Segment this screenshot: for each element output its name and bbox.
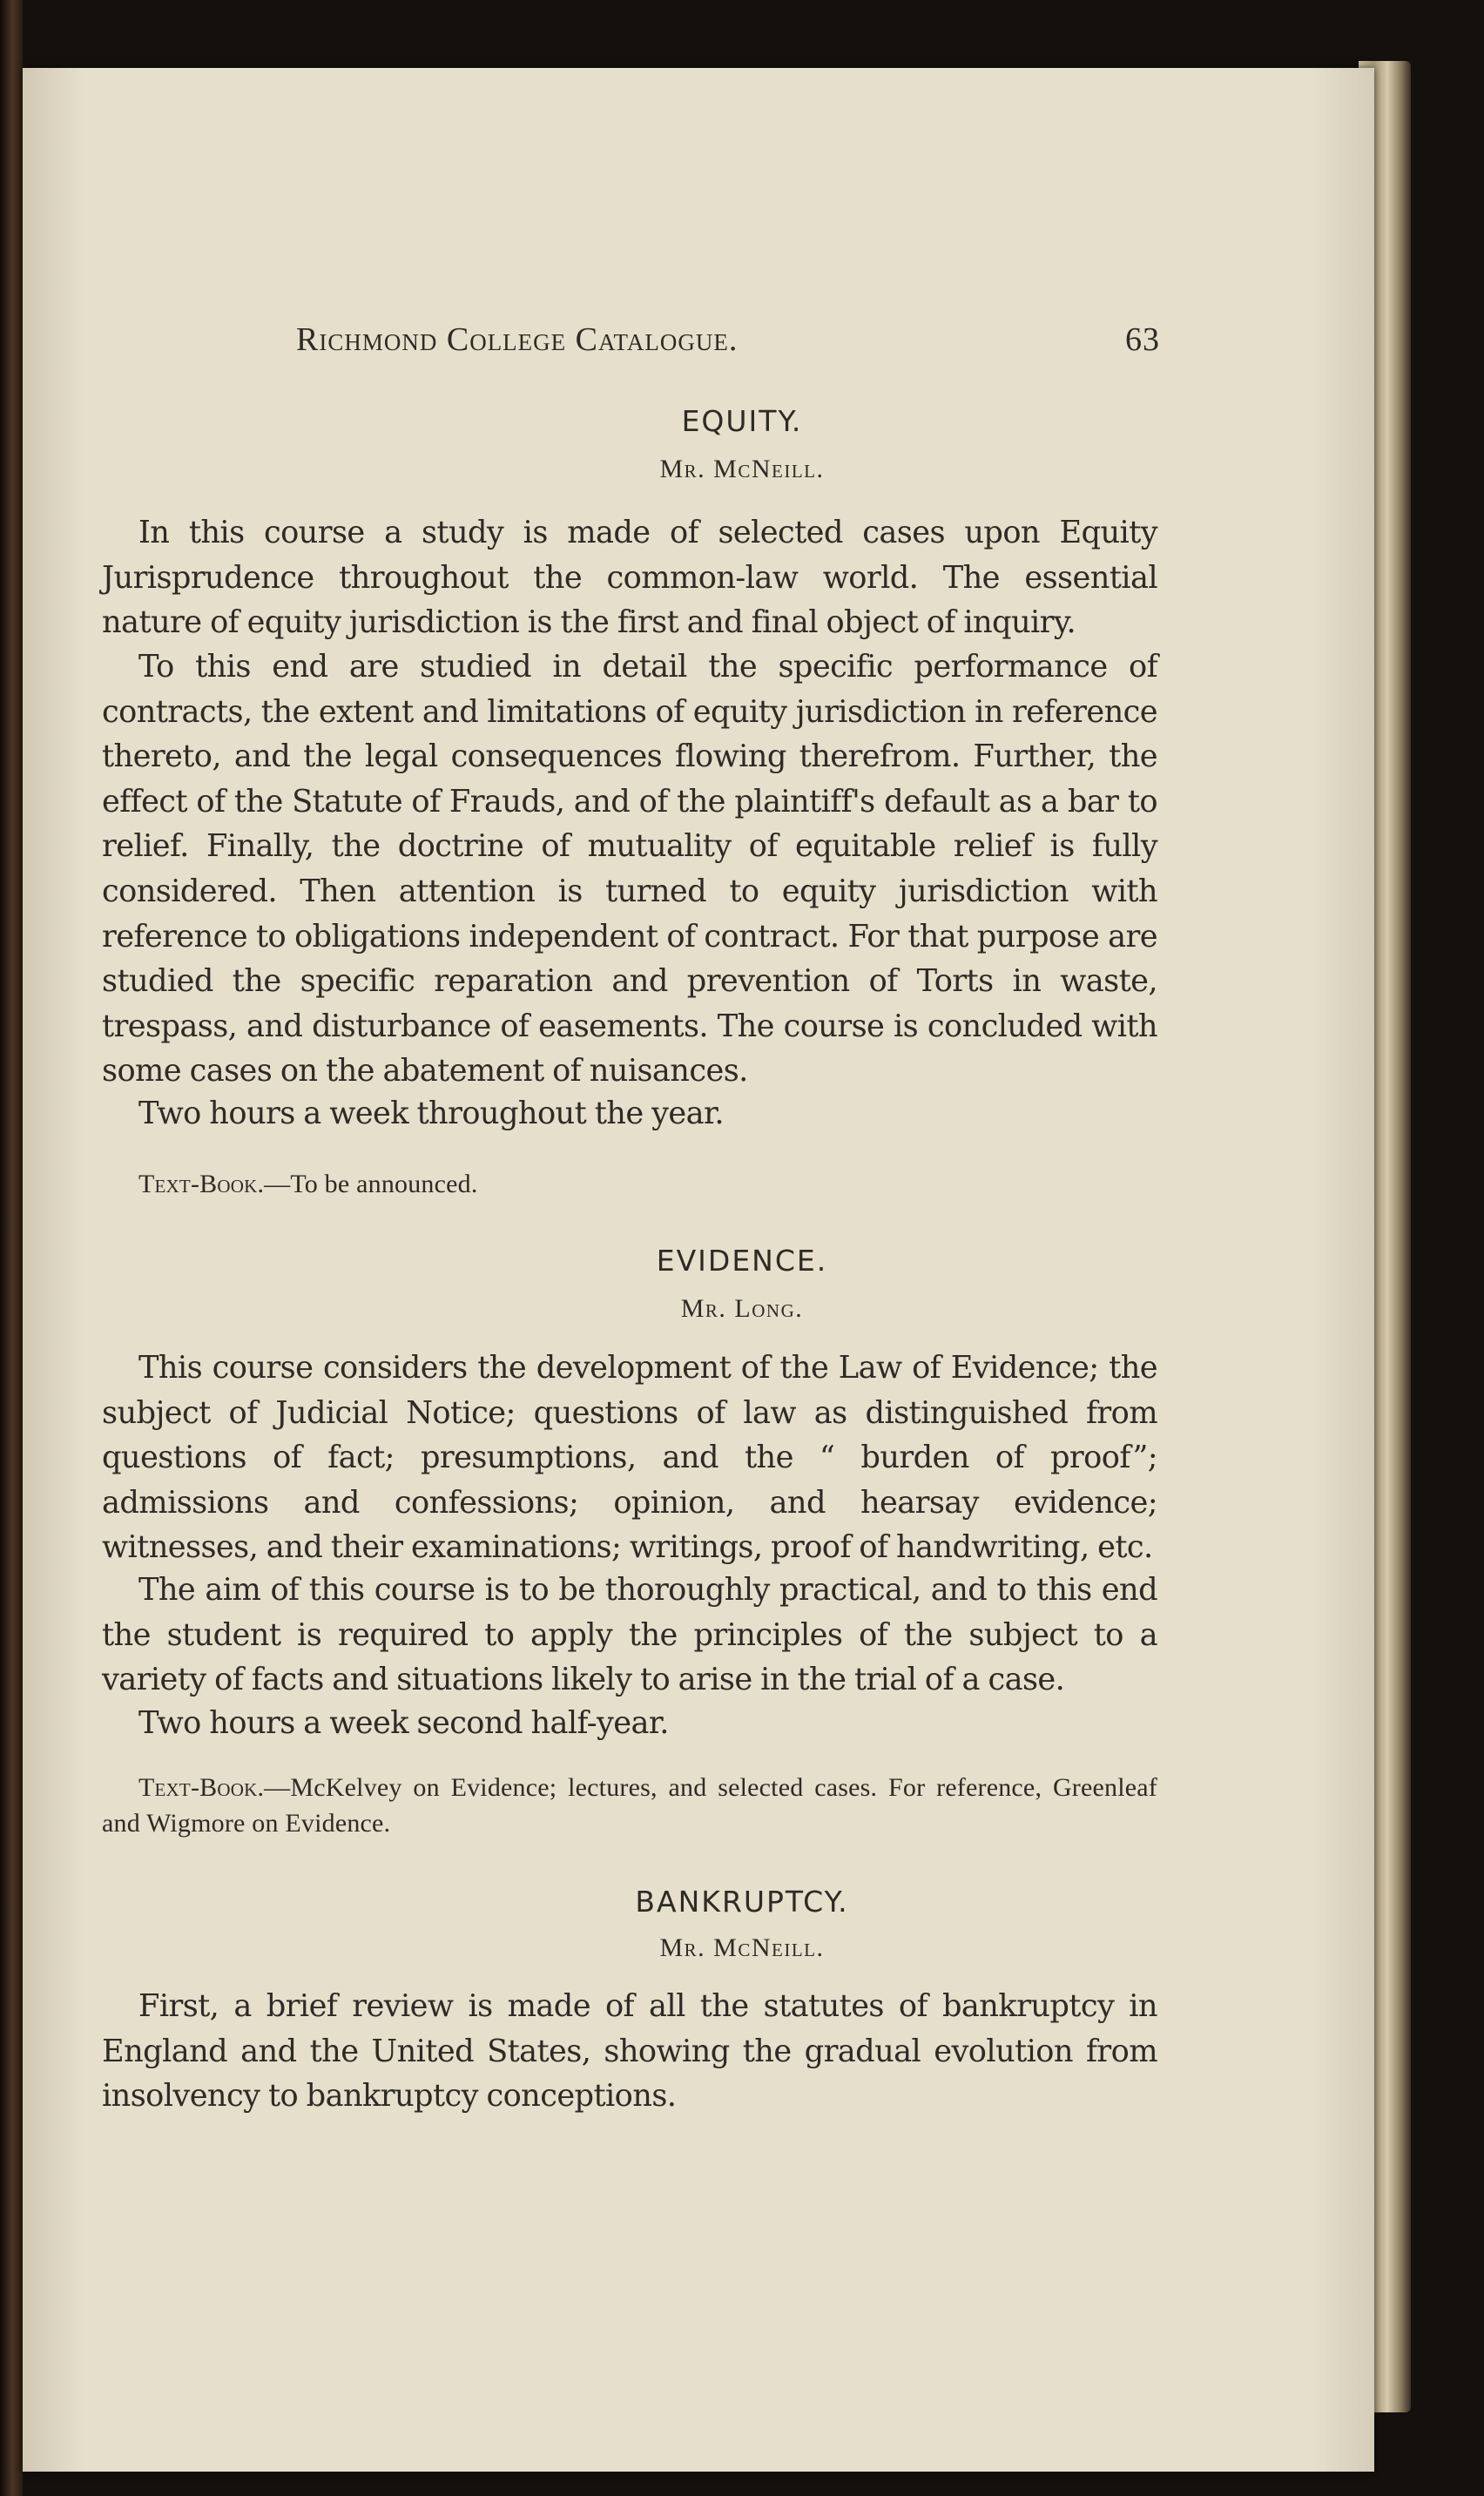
running-head: [296, 320, 1160, 359]
section-heading-equity: EQUITY.: [681, 404, 803, 438]
bankruptcy-paragraph-1: First, a brief review is made of all the statutes of bankruptcy in England and the United States, showing the gradual evolution from insolvency to bankruptcy conceptions.: [102, 1988, 1157, 2115]
text-book-label: Text-Book.: [138, 1773, 265, 1802]
equity-paragraph-3: Two hours a week throughout the year.: [138, 1096, 724, 1131]
equity-text-book: [102, 1166, 1157, 1202]
text-book-value: —McKelvey on Evidence; lectures, and selected cases. For reference, Greenleaf and Wigmore on Evidence.: [102, 1773, 1157, 1838]
section-heading-bankruptcy: BANKRUPTCY.: [635, 1885, 849, 1919]
evidence-paragraph-1: This course considers the development of the Law of Evidence; the subject of Judicial Notice; questions of law as distinguished from questions of fact; presumptions, and the “ burden of proof”; admissions and confessions; opinion, and hearsay evidence; witnesses, and their examinations; writings, proof of handwriting, etc.: [102, 1350, 1157, 1566]
evidence-paragraph-2: The aim of this course is to be thoroughly practical, and to this end the student is required to apply the principles of the subject to a variety of facts and situations likely to arise in the trial of a case.: [102, 1572, 1157, 1698]
text-book-label: Text-Book.: [138, 1170, 265, 1198]
instructor-equity: Mr. McNeill.: [659, 455, 825, 483]
instructor-evidence: Mr. Long.: [680, 1294, 804, 1323]
running-head-title: Richmond College Catalogue.: [296, 321, 739, 358]
evidence-text-book: [102, 1770, 1157, 1841]
text-book-value: —To be announced.: [264, 1170, 478, 1198]
instructor-bankruptcy: Mr. McNeill.: [659, 1933, 825, 1962]
equity-paragraph-2: To this end are studied in detail the specific performance of contracts, the extent and limitations of equity jurisdiction in reference thereto, and the legal consequences flowing therefrom. Further, the effect of the Statute of Frauds, and of the plaintiff's default as a bar to relief. Finally, the doctrine of mutuality of equitable relief is fully considered. Then attention is turned to equity jurisdiction with reference to obligations independent of contract. For that purpose are studied the specific reparation and prevention of Torts in waste, trespass, and disturbance of easements. The course is concluded with some cases on the abatement of nuisances.: [102, 649, 1157, 1089]
evidence-paragraph-3: Two hours a week second half-year.: [138, 1705, 669, 1741]
section-heading-evidence: EVIDENCE.: [656, 1244, 828, 1278]
page-number: 63: [1125, 321, 1160, 358]
equity-paragraph-1: In this course a study is made of selected cases upon Equity Jurisprudence throughout the common-law world. The essential nature of equity jurisdiction is the first and final object of inquiry.: [102, 515, 1157, 641]
